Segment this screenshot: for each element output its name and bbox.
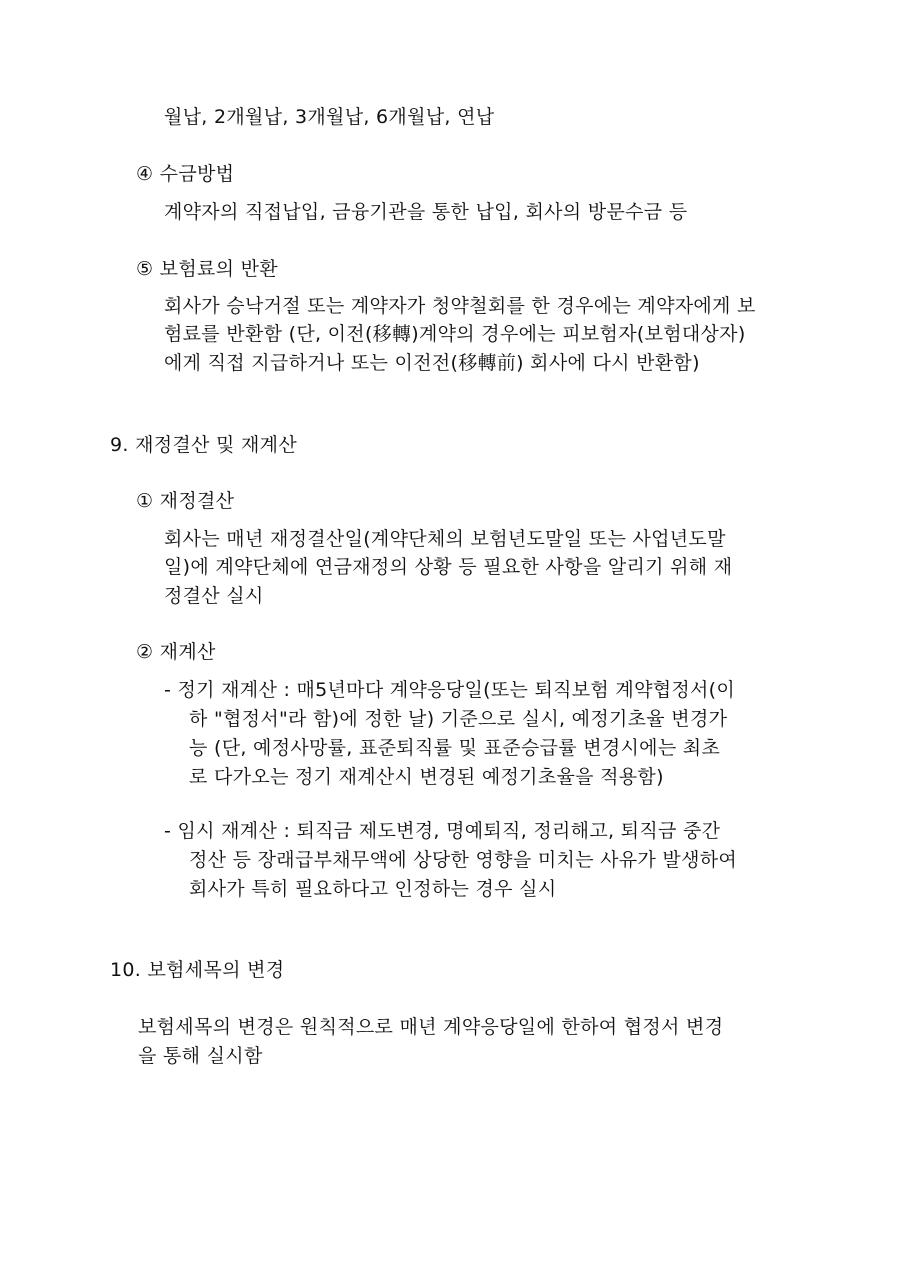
- item5-body-line: 험료를 반환함 (단, 이전(移轉)계약의 경우에는 피보험자(보험대상자): [164, 323, 746, 345]
- temporary-recalc-line: 회사가 특히 필요하다고 인정하는 경우 실시: [189, 878, 557, 900]
- regular-recalc-line: - 정기 재계산 : 매5년마다 계약응당일(또는 퇴직보험 계약협정서(이: [164, 679, 736, 701]
- payment-cycle-text: 월납, 2개월납, 3개월납, 6개월납, 연납: [164, 106, 495, 128]
- item4-heading: ④ 수금방법: [136, 163, 235, 185]
- regular-recalc-line: 하 "협정서"라 함)에 정한 날) 기준으로 실시, 예정기초율 변경가: [189, 708, 728, 730]
- item5-heading: ⑤ 보험료의 반환: [136, 258, 278, 280]
- section9-item1-body-line: 회사는 매년 재정결산일(계약단체의 보험년도말일 또는 사업년도말: [164, 528, 726, 550]
- section10-title: 10. 보험세목의 변경: [110, 959, 285, 981]
- section9-item2-heading: ② 재계산: [136, 641, 216, 663]
- regular-recalc-line: 로 다가오는 정기 재계산시 변경된 예정기초율을 적용함): [189, 766, 664, 788]
- section9-item1-heading: ① 재정결산: [136, 490, 235, 512]
- temporary-recalc-line: 정산 등 장래급부채무액에 상당한 영향을 미치는 사유가 발생하여: [189, 849, 738, 871]
- regular-recalc-line: 능 (단, 예정사망률, 표준퇴직률 및 표준승급률 변경시에는 최초: [189, 737, 721, 759]
- section9-item1-body-line: 일)에 계약단체에 연금재정의 상황 등 필요한 사항을 알리기 위해 재: [164, 556, 733, 578]
- section10-body-line: 보험세목의 변경은 원칙적으로 매년 계약응당일에 한하여 협정서 변경: [138, 1016, 724, 1038]
- section10-body-line: 을 통해 실시함: [138, 1045, 263, 1067]
- temporary-recalc-line: - 임시 재계산 : 퇴직금 제도변경, 명예퇴직, 정리해고, 퇴직금 중간: [164, 820, 721, 842]
- item5-body-line: 에게 직접 지급하거나 또는 이전전(移轉前) 회사에 다시 반환함): [164, 352, 700, 374]
- item5-body-line: 회사가 승낙거절 또는 계약자가 청약철회를 한 경우에는 계약자에게 보: [164, 295, 756, 317]
- item4-body-line: 계약자의 직접납입, 금융기관을 통한 납입, 회사의 방문수금 등: [164, 201, 688, 223]
- section9-title: 9. 재정결산 및 재계산: [110, 434, 297, 456]
- section9-item1-body-line: 정결산 실시: [164, 585, 264, 607]
